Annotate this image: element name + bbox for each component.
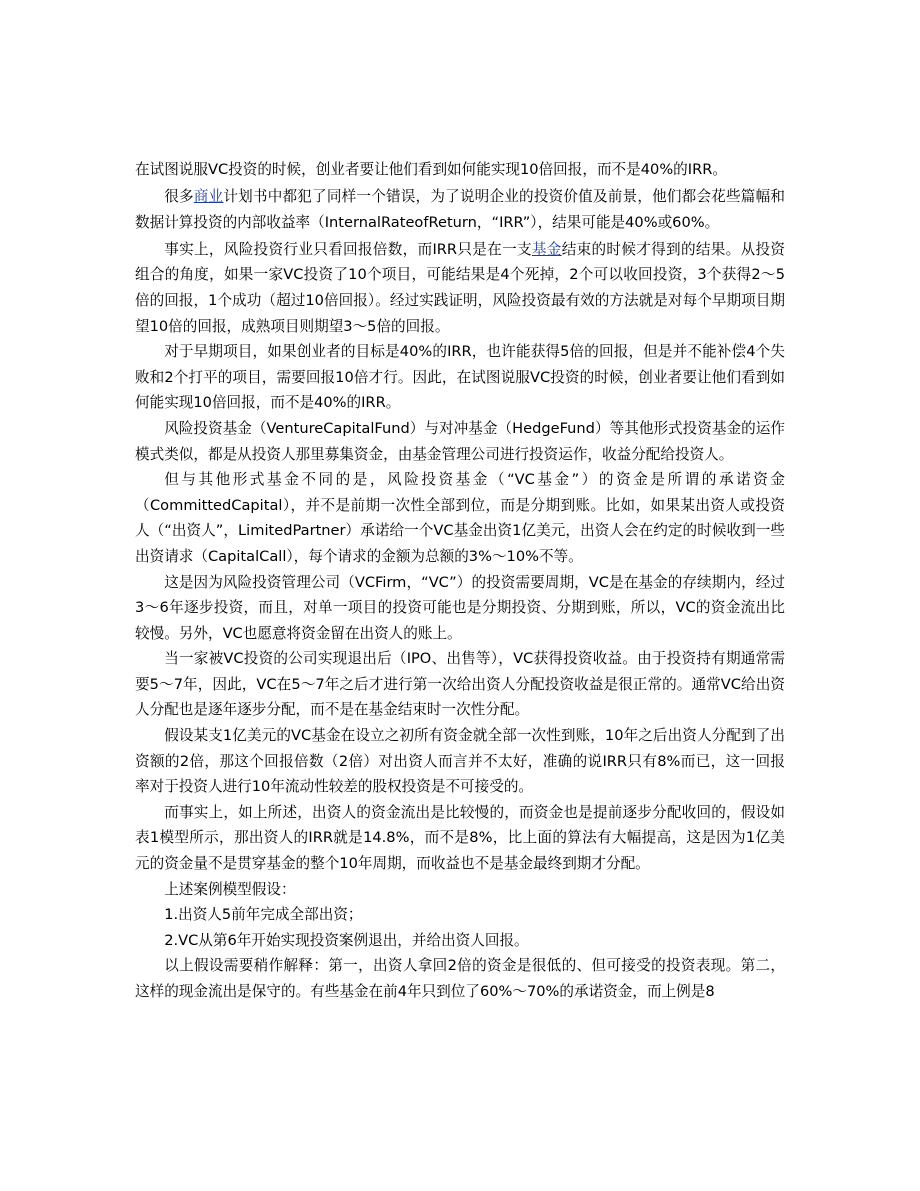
paragraph-8: 假设某支1亿美元的VC基金在设立之初所有资金就全部一次性到账，10年之后出资人分配到了出资额的2倍，那这个回报倍数（2倍）对出资人而言并不太好，准确的说IRR只有8%而已，这一回报率对于投资人进行10年流动性较差的股权投资是不可接受的。 xyxy=(135,727,785,796)
paragraph-9: 而事实上，如上所述，出资人的资金流出是比较慢的，而资金也是提前逐步分配收回的，假设如表1模型所示，那出资人的IRR就是14.8%，而不是8%，比上面的算法有大幅提高，这是因为1亿美元的资金量不是贯穿基金的整个10年周期，而收益也不是基金最终到期才分配。 xyxy=(135,803,785,873)
paragraph-2 xyxy=(135,237,785,339)
paragraph-10: 上述案例模型假设： xyxy=(164,880,296,898)
paragraph-13: 以上假设需要稍作解释：第一，出资人拿回2倍的资金是很低的、但可接受的投资表现。第二，这样的现金流出是保守的。有些基金在前4年只到位了60%～70%的承诺资金，而上例是8 xyxy=(135,957,785,1000)
paragraph-5: 但与其他形式基金不同的是，风险投资基金（“VC基金”）的资金是所谓的承诺资金（CommittedCapital），并不是前期一次性全部到位，而是分期到账。比如，如果某出资人或投资人（“出资人”，LimitedPartner）承诺给一个VC基金出资1亿美元，出资人会在约定的时候收到一些出资请求（CapitalCall），每个请求的金额为总额的3%～10%不等。 xyxy=(135,471,785,565)
paragraph-2-text-b: 结束的时候才得到的结果。从投资组合的角度，如果一家VC投资了10个项目，可能结果是4个死掉，2个可以收回投资，3个获得2～5倍的回报，1个成功（超过10倍回报）。经过实践证明，风险投资最有效的方法就是对每个早期项目期望10倍的回报，成熟项目则期望3～5倍的回报。 xyxy=(135,240,785,335)
paragraph-1-text-b: 计划书中都犯了同样一个错误，为了说明企业的投资价值及前景，他们都会花些篇幅和数据计算投资的内部收益率（InternalRateofReturn，“IRR”），结果可能是40%或60%。 xyxy=(135,188,785,231)
paragraph-7: 当一家被VC投资的公司实现退出后（IPO、出售等），VC获得投资收益。由于投资持有期通常需要5～7年，因此，VC在5～7年之后才进行第一次给出资人分配投资收益是很正常的。通常VC给出资人分配也是逐年逐步分配，而不是在基金结束时一次性分配。 xyxy=(135,650,785,719)
paragraph-1-text-a: 很多 xyxy=(164,188,194,206)
paragraph-1 xyxy=(135,184,785,235)
paragraph-6: 这是因为风险投资管理公司（VCFirm，“VC”）的投资需要周期，VC是在基金的存续期内，经过3～6年逐步投资，而且，对单一项目的投资可能也是分期投资、分期到账，所以，VC的资金流出比较慢。另外，VC也愿意将资金留在出资人的账上。 xyxy=(135,573,785,642)
paragraph-4: 风险投资基金（VentureCapitalFund）与对冲基金（HedgeFund）等其他形式投资基金的运作模式类似，都是从投资人那里募集资金，由基金管理公司进行投资运作，收益分配给投资人。 xyxy=(135,419,785,463)
paragraph-0: 在试图说服VC投资的时候，创业者要让他们看到如何能实现10倍回报，而不是40%的IRR。 xyxy=(135,161,727,178)
link-fund[interactable]: 基金 xyxy=(531,240,562,258)
paragraph-2-text-a: 事实上，风险投资行业只看回报倍数，而IRR只是在一支 xyxy=(164,240,532,258)
paragraph-12: 2.VC从第6年开始实现投资案例退出，并给出资人回报。 xyxy=(164,931,529,949)
paragraph-3: 对于早期项目，如果创业者的目标是40%的IRR，也许能获得5倍的回报，但是并不能补偿4个失败和2个打平的项目，需要回报10倍才行。因此，在试图说服VC投资的时候，创业者要让他们看到如何能实现10倍回报，而不是40%的IRR。 xyxy=(135,343,785,412)
link-business[interactable]: 商业 xyxy=(193,188,224,206)
article-body xyxy=(135,157,785,1005)
paragraph-11: 1.出资人5前年完成全部出资； xyxy=(164,906,363,924)
